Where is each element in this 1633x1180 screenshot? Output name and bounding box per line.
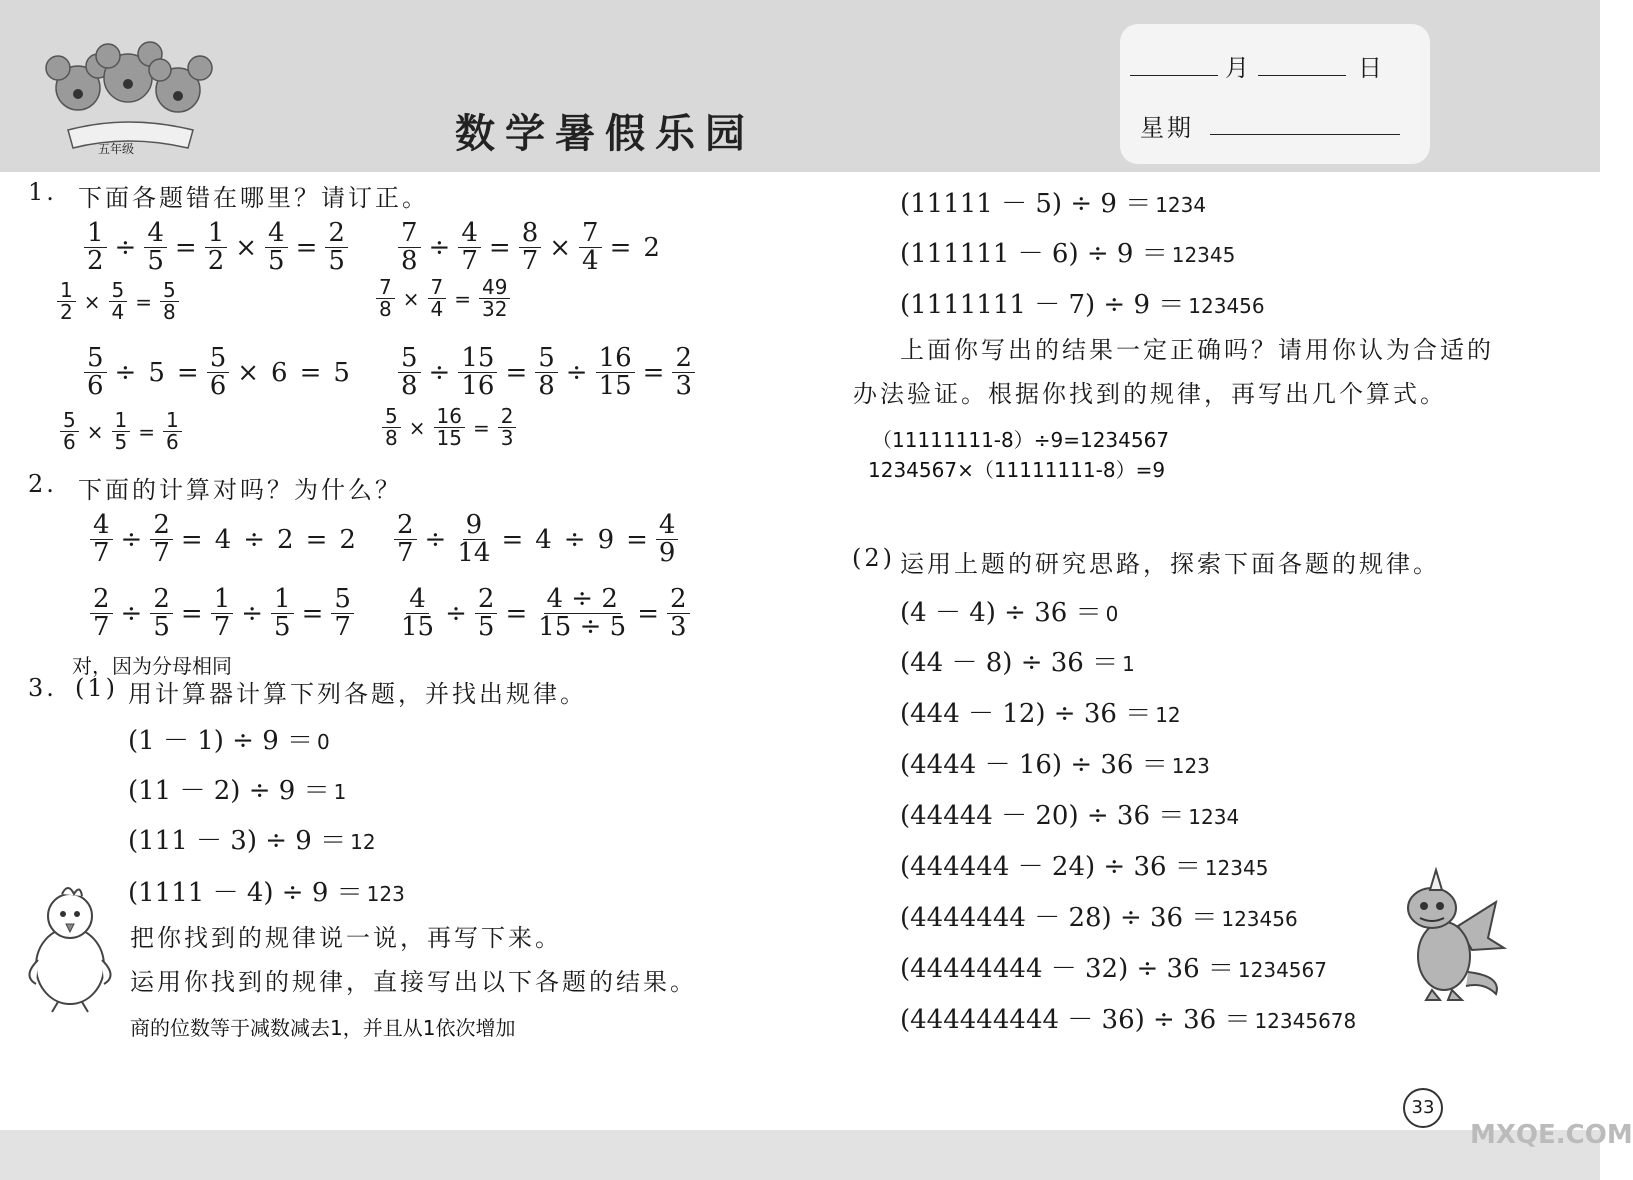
fraction bbox=[498, 406, 517, 449]
denominator: 15 bbox=[401, 612, 435, 643]
fraction bbox=[667, 586, 690, 642]
pattern-row: (111111 － 6) ÷ 9 ＝ 12345 bbox=[900, 239, 1236, 269]
expr-token: = bbox=[626, 524, 648, 555]
watermark-text: MXQE.COM bbox=[1470, 1120, 1633, 1150]
q2-answer: 对，因为分母相同 bbox=[72, 654, 232, 678]
numerator: 5 bbox=[109, 280, 128, 302]
fraction bbox=[207, 345, 230, 401]
fraction bbox=[211, 586, 234, 642]
expr-token: 5 bbox=[148, 357, 165, 388]
denominator: 3 bbox=[675, 371, 693, 402]
denominator: 5 bbox=[114, 430, 128, 454]
q3-verify-answer-2: 1234567×（11111111-8）=9 bbox=[868, 458, 1166, 482]
pattern-row: (444444 － 24) ÷ 36 ＝ 12345 bbox=[900, 852, 1269, 882]
fraction bbox=[90, 512, 113, 568]
expr-token: = bbox=[472, 415, 490, 440]
denominator: 32 bbox=[482, 297, 508, 321]
q3-instruction-2: 运用你找到的规律，直接写出以下各题的结果。 bbox=[130, 968, 697, 996]
denominator: 5 bbox=[268, 246, 285, 277]
pattern-row: (1 － 1) ÷ 9 ＝ 0 bbox=[128, 726, 330, 756]
pattern-row: (44444 － 20) ÷ 36 ＝ 1234 bbox=[900, 801, 1240, 831]
q1-prompt: 下面各题错在哪里？请订正。 bbox=[78, 184, 429, 212]
numerator: 4 ÷ 2 bbox=[544, 586, 621, 614]
numerator: 1 bbox=[112, 410, 131, 432]
q1-problem-3 bbox=[82, 345, 356, 401]
fraction bbox=[535, 345, 558, 401]
denominator: 2 bbox=[60, 300, 73, 324]
denominator: 2 bbox=[87, 246, 104, 277]
q2-label: 2. bbox=[28, 470, 57, 498]
denominator: 4 bbox=[111, 300, 125, 324]
pattern-row: (444 － 12) ÷ 36 ＝ 12 bbox=[900, 699, 1181, 729]
numerator: 1 bbox=[163, 410, 182, 432]
numerator: 4 bbox=[265, 220, 288, 248]
numerator: 2 bbox=[325, 220, 348, 248]
fraction bbox=[150, 586, 173, 642]
expr-token: = bbox=[305, 524, 328, 555]
fraction bbox=[60, 410, 79, 453]
fraction bbox=[398, 586, 437, 642]
expr-token: = bbox=[301, 598, 324, 629]
pattern-row: (44 － 8) ÷ 36 ＝ 1 bbox=[900, 648, 1135, 678]
denominator: 7 bbox=[153, 538, 170, 569]
fraction bbox=[144, 220, 167, 276]
q3-verify-line-2: 办法验证。根据你找到的规律，再写出几个算式。 bbox=[853, 380, 1447, 408]
numerator: 2 bbox=[150, 512, 173, 540]
fraction bbox=[454, 512, 493, 568]
numerator: 5 bbox=[84, 345, 107, 373]
fraction bbox=[271, 586, 294, 642]
denominator: 8 bbox=[401, 371, 418, 402]
q3-rule-answer: 商的位数等于减数减去1，并且从1依次增加 bbox=[130, 1016, 516, 1040]
numerator: 7 bbox=[376, 277, 395, 299]
q2-problem-3 bbox=[88, 586, 356, 642]
expr-token: = bbox=[505, 598, 528, 629]
numerator: 4 bbox=[406, 586, 429, 614]
numerator: 2 bbox=[667, 586, 690, 614]
fraction bbox=[84, 220, 107, 276]
denominator: 7 bbox=[93, 612, 110, 643]
fraction bbox=[656, 512, 679, 568]
denominator: 8 bbox=[379, 297, 392, 321]
expr-token: = bbox=[174, 232, 197, 263]
fraction bbox=[376, 277, 395, 320]
q3-verify-line-1: 上面你写出的结果一定正确吗？请用你认为合适的 bbox=[900, 336, 1494, 364]
page-number: 33 bbox=[1403, 1088, 1443, 1128]
numerator: 1 bbox=[211, 586, 234, 614]
numerator: 4 bbox=[458, 220, 481, 248]
denominator: 5 bbox=[147, 246, 164, 277]
pattern-row: (1111111 － 7) ÷ 9 ＝ 123456 bbox=[900, 290, 1265, 320]
denominator: 3 bbox=[669, 612, 687, 643]
numerator: 2 bbox=[498, 406, 517, 428]
pattern-row: (444444444 － 36) ÷ 36 ＝ 12345678 bbox=[900, 1005, 1357, 1035]
grade-badge: 五年级 bbox=[98, 142, 135, 156]
page-title: 数学暑假乐园 bbox=[455, 111, 755, 157]
expr-token: ÷ bbox=[120, 598, 143, 629]
expr-token: 2 bbox=[643, 232, 660, 263]
expr-token: = bbox=[501, 524, 524, 555]
expr-token: ÷ bbox=[120, 524, 143, 555]
denominator: 6 bbox=[166, 430, 179, 454]
expr-token: 4 bbox=[535, 524, 552, 555]
expr-token: = bbox=[642, 357, 665, 388]
fraction bbox=[579, 220, 602, 276]
numerator: 2 bbox=[150, 586, 173, 614]
expr-token: ÷ bbox=[424, 524, 447, 555]
denominator: 7 bbox=[213, 612, 231, 643]
expr-token: = bbox=[176, 357, 199, 388]
fraction bbox=[331, 586, 354, 642]
fraction bbox=[150, 512, 173, 568]
denominator: 7 bbox=[334, 612, 351, 643]
numerator: 1 bbox=[205, 220, 228, 248]
denominator: 15 ÷ 5 bbox=[538, 612, 627, 643]
denominator: 7 bbox=[461, 246, 478, 277]
numerator: 5 bbox=[331, 586, 354, 614]
denominator: 3 bbox=[500, 426, 514, 450]
numerator: 2 bbox=[394, 512, 417, 540]
numerator: 9 bbox=[463, 512, 486, 540]
q2-problem-2 bbox=[392, 512, 680, 568]
fraction bbox=[325, 220, 348, 276]
fraction bbox=[519, 220, 542, 276]
expr-token: ÷ bbox=[114, 357, 137, 388]
fraction bbox=[90, 586, 113, 642]
fraction bbox=[535, 586, 629, 642]
weekday-input[interactable] bbox=[1210, 134, 1400, 135]
numerator: 2 bbox=[475, 586, 498, 614]
numerator: 2 bbox=[672, 345, 695, 373]
expr-token: = bbox=[138, 419, 155, 444]
q2-problem-1 bbox=[88, 512, 362, 568]
fraction bbox=[265, 220, 288, 276]
denominator: 6 bbox=[209, 371, 227, 402]
month-input[interactable] bbox=[1130, 75, 1218, 76]
fraction bbox=[398, 220, 421, 276]
pattern-row: (11111 － 5) ÷ 9 ＝ 1234 bbox=[900, 189, 1207, 219]
fraction bbox=[428, 277, 447, 320]
numerator: 2 bbox=[90, 586, 113, 614]
numerator: 7 bbox=[398, 220, 421, 248]
denominator: 6 bbox=[63, 430, 76, 454]
denominator: 8 bbox=[401, 246, 418, 277]
q3-part1-prompt: 用计算器计算下列各题，并找出规律。 bbox=[128, 680, 587, 708]
fraction bbox=[479, 277, 510, 320]
numerator: 16 bbox=[596, 345, 635, 373]
expr-token: 9 bbox=[597, 524, 615, 555]
denominator: 4 bbox=[430, 297, 444, 321]
expr-token: = bbox=[135, 289, 152, 314]
numerator: 1 bbox=[57, 280, 76, 302]
expr-token: 2 bbox=[339, 524, 356, 555]
numerator: 5 bbox=[60, 410, 79, 432]
fraction bbox=[394, 512, 417, 568]
numerator: 4 bbox=[90, 512, 113, 540]
denominator: 8 bbox=[538, 371, 555, 402]
expr-token: 4 bbox=[214, 524, 232, 555]
denominator: 7 bbox=[521, 246, 539, 277]
numerator: 1 bbox=[84, 220, 107, 248]
q3-part2-prompt: 运用上题的研究思路，探索下面各题的规律。 bbox=[900, 550, 1440, 578]
expr-token: × bbox=[408, 415, 426, 440]
date-box bbox=[1120, 24, 1430, 164]
denominator: 14 bbox=[457, 538, 491, 569]
numerator: 7 bbox=[579, 220, 602, 248]
pattern-row: (11 － 2) ÷ 9 ＝ 1 bbox=[128, 776, 347, 806]
denominator: 5 bbox=[274, 612, 291, 643]
numerator: 8 bbox=[519, 220, 542, 248]
expr-token: × bbox=[235, 232, 258, 263]
fraction bbox=[672, 345, 695, 401]
numerator: 5 bbox=[535, 345, 558, 373]
expr-token: = bbox=[299, 357, 322, 388]
q1-label: 1. bbox=[28, 178, 57, 206]
footer-band bbox=[0, 1130, 1600, 1180]
denominator: 6 bbox=[87, 371, 104, 402]
expr-token: ÷ bbox=[114, 232, 137, 263]
month-label: 月 bbox=[1225, 54, 1252, 82]
q1-fix-1 bbox=[55, 280, 181, 323]
pattern-row: (4 － 4) ÷ 36 ＝ 0 bbox=[900, 598, 1119, 628]
fraction bbox=[163, 410, 182, 453]
expr-token: 5 bbox=[333, 357, 350, 388]
expr-token: = bbox=[505, 357, 528, 388]
q1-fix-4 bbox=[380, 406, 518, 449]
q1-problem-2 bbox=[396, 220, 666, 276]
expr-token: = bbox=[637, 598, 659, 629]
numerator: 5 bbox=[398, 345, 421, 373]
expr-token: = bbox=[609, 232, 632, 263]
numerator: 5 bbox=[207, 345, 230, 373]
denominator: 9 bbox=[658, 538, 676, 569]
q2-prompt: 下面的计算对吗？为什么？ bbox=[78, 476, 402, 504]
denominator: 5 bbox=[328, 246, 345, 277]
expr-token: ÷ bbox=[241, 598, 264, 629]
fraction bbox=[398, 345, 421, 401]
denominator: 7 bbox=[93, 538, 110, 569]
expr-token: = bbox=[180, 524, 203, 555]
pattern-row: (44444444 － 32) ÷ 36 ＝ 1234567 bbox=[900, 954, 1327, 984]
expr-token: ÷ bbox=[565, 357, 588, 388]
q1-problem-4 bbox=[396, 345, 697, 401]
expr-token: ÷ bbox=[563, 524, 586, 555]
denominator: 7 bbox=[397, 538, 414, 569]
fraction bbox=[458, 345, 497, 401]
numerator: 49 bbox=[479, 277, 510, 299]
numerator: 4 bbox=[144, 220, 167, 248]
denominator: 5 bbox=[153, 612, 170, 643]
chicken-mascot-icon bbox=[18, 880, 118, 1015]
fraction bbox=[112, 410, 131, 453]
numerator: 4 bbox=[656, 512, 679, 540]
denominator: 8 bbox=[163, 300, 176, 324]
numerator: 5 bbox=[160, 280, 179, 302]
denominator: 4 bbox=[582, 246, 599, 277]
pattern-row: (4444444 － 28) ÷ 36 ＝ 123456 bbox=[900, 903, 1298, 933]
expr-token: × bbox=[549, 232, 572, 263]
q3-instruction-1: 把你找到的规律说一说，再写下来。 bbox=[130, 924, 562, 952]
expr-token: = bbox=[180, 598, 203, 629]
day-input[interactable] bbox=[1258, 75, 1346, 76]
fraction bbox=[84, 345, 107, 401]
expr-token: = bbox=[454, 286, 471, 311]
numerator: 1 bbox=[271, 586, 294, 614]
denominator: 15 bbox=[436, 426, 462, 450]
expr-token: 2 bbox=[277, 524, 294, 555]
denominator: 2 bbox=[207, 246, 225, 277]
fraction bbox=[434, 406, 465, 449]
fraction bbox=[596, 345, 635, 401]
denominator: 16 bbox=[461, 371, 495, 402]
pattern-row: (1111 － 4) ÷ 9 ＝ 123 bbox=[128, 878, 405, 908]
pattern-row: (111 － 3) ÷ 9 ＝ 12 bbox=[128, 826, 376, 856]
q3-label: 3. bbox=[28, 674, 57, 702]
expr-token: × bbox=[402, 286, 420, 311]
denominator: 5 bbox=[477, 612, 495, 643]
fraction bbox=[57, 280, 76, 323]
fraction bbox=[205, 220, 228, 276]
q1-fix-2 bbox=[374, 277, 512, 320]
fraction bbox=[160, 280, 179, 323]
expr-token: ÷ bbox=[428, 357, 451, 388]
pattern-row: (4444 － 16) ÷ 36 ＝ 123 bbox=[900, 750, 1210, 780]
q1-fix-3 bbox=[58, 410, 184, 453]
expr-token: = bbox=[295, 232, 318, 263]
denominator: 15 bbox=[598, 371, 632, 402]
day-label: 日 bbox=[1358, 54, 1385, 82]
denominator: 8 bbox=[385, 426, 398, 450]
expr-token: ÷ bbox=[428, 232, 451, 263]
q3-part1-label: (1) bbox=[75, 674, 118, 702]
numerator: 16 bbox=[434, 406, 465, 428]
fraction bbox=[475, 586, 498, 642]
dragon-mascot-icon bbox=[1392, 868, 1512, 1003]
expr-token: ÷ bbox=[243, 524, 266, 555]
expr-token: × bbox=[86, 419, 104, 444]
weekday-label: 星期 bbox=[1140, 114, 1194, 142]
q3-part2-label: (2) bbox=[852, 544, 895, 572]
expr-token: × bbox=[237, 357, 260, 388]
numerator: 15 bbox=[458, 345, 497, 373]
expr-token: = bbox=[488, 232, 511, 263]
q3-verify-answer-1: （11111111-8）÷9=1234567 bbox=[872, 428, 1170, 452]
numerator: 7 bbox=[428, 277, 447, 299]
numerator: 5 bbox=[382, 406, 401, 428]
expr-token: 6 bbox=[271, 357, 288, 388]
fraction bbox=[458, 220, 481, 276]
expr-token: ÷ bbox=[445, 598, 467, 629]
expr-token: × bbox=[83, 289, 101, 314]
fraction bbox=[382, 406, 401, 449]
fraction bbox=[109, 280, 128, 323]
q1-problem-1 bbox=[82, 220, 350, 276]
q2-problem-4 bbox=[396, 586, 692, 642]
